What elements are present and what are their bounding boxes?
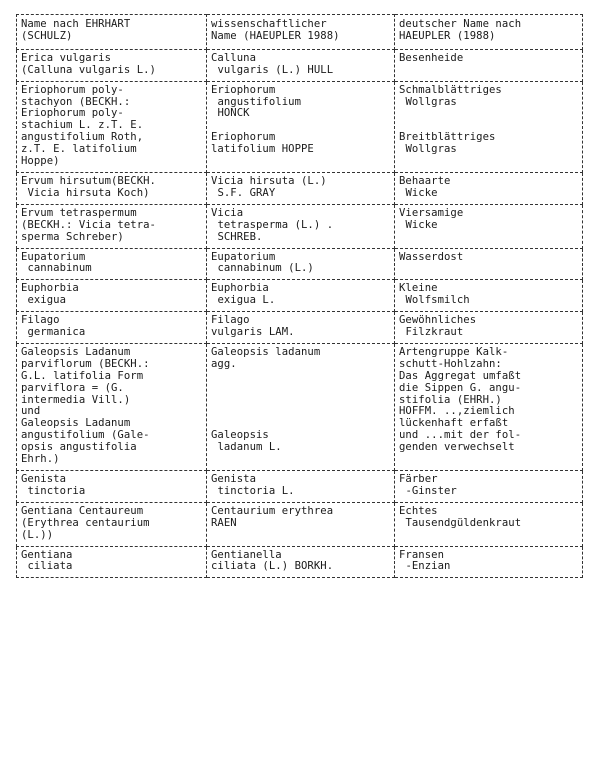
table-row <box>17 81 583 172</box>
cell-german-name: Schmalblättriges Wollgras Breitblättriges Wollgras <box>395 81 583 172</box>
cell-scientific-name: Vicia hirsuta (L.) S.F. GRAY <box>207 172 395 204</box>
cell-ehrhart-name: Erica vulgaris (Calluna vulgaris L.) <box>17 49 207 81</box>
cell-german-name: Wasserdost <box>395 248 583 280</box>
cell-ehrhart-name: Euphorbia exigua <box>17 280 207 312</box>
cell-ehrhart-name: Eriophorum poly- stachyon (BECKH.: Eriophorum poly- stachium L. z.T. E. angustifolium Roth, z.T. E. latifolium Hoppe) <box>17 81 207 172</box>
table-row <box>17 280 583 312</box>
cell-scientific-name: Vicia tetrasperma (L.) . SCHREB. <box>207 204 395 248</box>
cell-ehrhart-name: Gentiana ciliata <box>17 546 207 578</box>
cell-scientific-name: Genista tinctoria L. <box>207 471 395 503</box>
cell-german-name: Besenheide <box>395 49 583 81</box>
species-table-container <box>16 14 582 578</box>
table-row <box>17 248 583 280</box>
table-row <box>17 49 583 81</box>
cell-german-name: Gewöhnliches Filzkraut <box>395 312 583 344</box>
cell-ehrhart-name: Filago germanica <box>17 312 207 344</box>
table-header-row <box>17 15 583 50</box>
table-row <box>17 204 583 248</box>
cell-ehrhart-name: Ervum hirsutum(BECKH. Vicia hirsuta Koch) <box>17 172 207 204</box>
cell-scientific-name: Euphorbia exigua L. <box>207 280 395 312</box>
cell-scientific-name: Calluna vulgaris (L.) HULL <box>207 49 395 81</box>
table-row <box>17 471 583 503</box>
cell-scientific-name: Filago vulgaris LAM. <box>207 312 395 344</box>
cell-german-name: Kleine Wolfsmilch <box>395 280 583 312</box>
header-scientific-name: wissenschaftlicher Name (HAEUPLER 1988) <box>207 15 395 50</box>
table-row <box>17 502 583 546</box>
cell-german-name: Färber -Ginster <box>395 471 583 503</box>
cell-scientific-name: Gentianella ciliata (L.) BORKH. <box>207 546 395 578</box>
cell-german-name: Behaarte Wicke <box>395 172 583 204</box>
cell-ehrhart-name: Ervum tetraspermum (BECKH.: Vicia tetra- sperma Schreber) <box>17 204 207 248</box>
table-row <box>17 172 583 204</box>
cell-ehrhart-name: Eupatorium cannabinum <box>17 248 207 280</box>
table-row <box>17 546 583 578</box>
cell-german-name: Artengruppe Kalk- schutt-Hohlzahn: Das Aggregat umfaßt die Sippen G. angu- stifolia (EHRH.) HOFFM. ..,ziemlich lückenhaft erfaßt und ...mit der fol- genden verwechselt <box>395 343 583 470</box>
cell-german-name: Fransen -Enzian <box>395 546 583 578</box>
cell-scientific-name: Galeopsis ladanum agg. Galeopsis ladanum L. <box>207 343 395 470</box>
species-name-table <box>16 14 583 578</box>
cell-ehrhart-name: Galeopsis Ladanum parviflorum (BECKH.: G.L. latifolia Form parviflora = (G. intermedia Vill.) und Galeopsis Ladanum angustifolium (Gale- opsis angustifolia Ehrh.) <box>17 343 207 470</box>
cell-scientific-name: Eupatorium cannabinum (L.) <box>207 248 395 280</box>
cell-scientific-name: Centaurium erythrea RAEN <box>207 502 395 546</box>
cell-german-name: Viersamige Wicke <box>395 204 583 248</box>
cell-scientific-name: Eriophorum angustifolium HONCK Eriophorum latifolium HOPPE <box>207 81 395 172</box>
table-row <box>17 312 583 344</box>
cell-ehrhart-name: Genista tinctoria <box>17 471 207 503</box>
header-german-name: deutscher Name nach HAEUPLER (1988) <box>395 15 583 50</box>
table-row <box>17 343 583 470</box>
header-ehrhart-name: Name nach EHRHART (SCHULZ) <box>17 15 207 50</box>
cell-ehrhart-name: Gentiana Centaureum (Erythrea centaurium (L.)) <box>17 502 207 546</box>
cell-german-name: Echtes Tausendgüldenkraut <box>395 502 583 546</box>
